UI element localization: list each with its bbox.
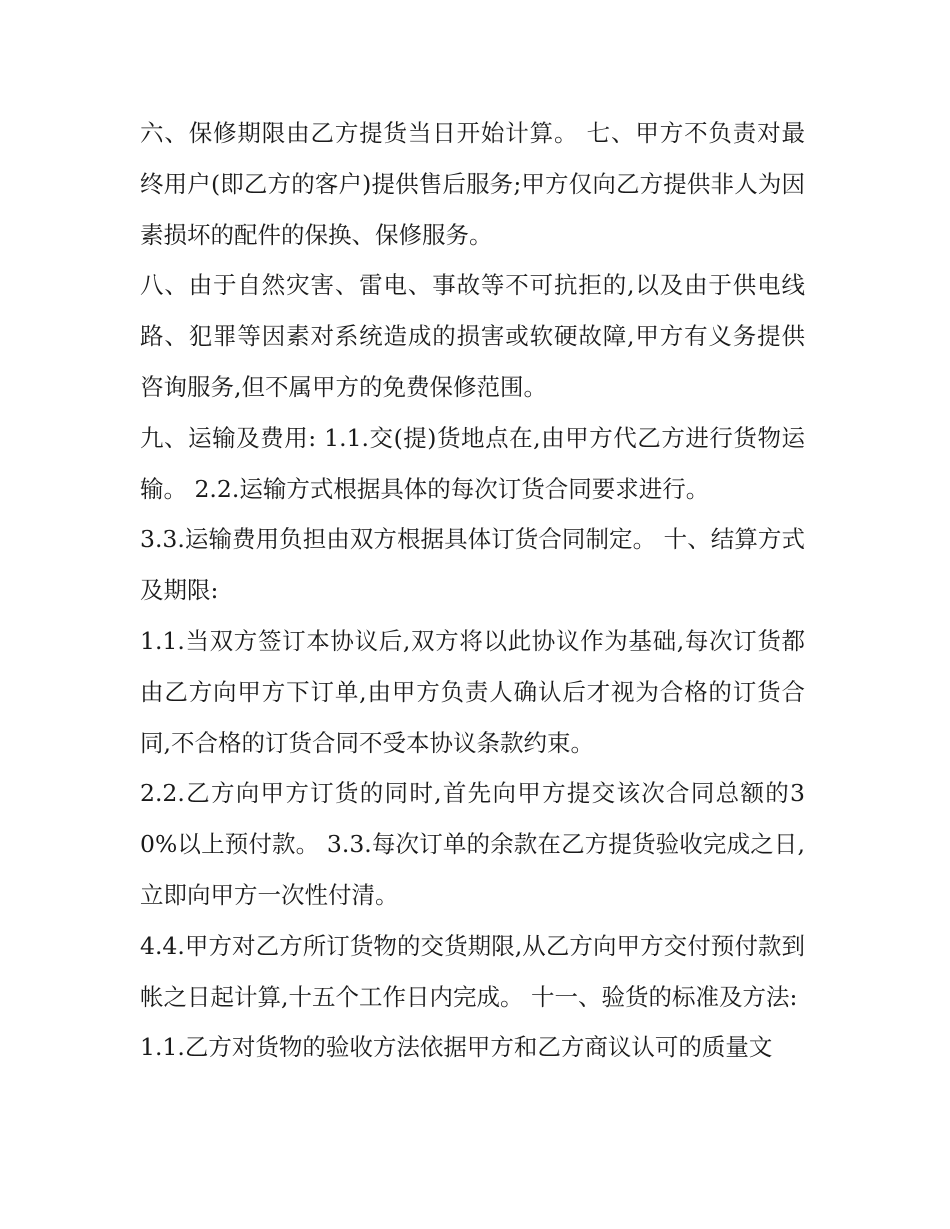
paragraph-force-majeure: 八、由于自然灾害、雷电、事故等不可抗拒的,以及由于供电线路、犯罪等因素对系统造成的损害或软硬故障,甲方有义务提供咨询服务,但不属甲方的免费保修范围。 [140,271,805,401]
paragraph-delivery-term: 4.4.甲方对乙方所订货物的交货期限,从乙方向甲方交付预付款到帐之日起计算,十五个工作日内完成。 十一、验货的标准及方法: [140,931,805,1011]
paragraph-order-procedure: 1.1.当双方签订本协议后,双方将以此协议作为基础,每次订货都由乙方向甲方下订单,由甲方负责人确认后才视为合格的订货合同,不合格的订货合同不受本协议条款约束。 [140,626,805,757]
paragraph-transport-and-fees: 九、运输及费用: 1.1.交(提)货地点在,由甲方代乙方进行货物运输。 2.2.运输方式根据具体的每次订货合同要求进行。 [140,423,805,503]
document-page [140,108,805,1073]
paragraph-prepayment: 2.2.乙方向甲方订货的同时,首先向甲方提交该次合同总额的30%以上预付款。 3.3.每次订单的余款在乙方提货验收完成之日,立即向甲方一次性付清。 [140,779,805,909]
paragraph-settlement-heading: 3.3.运输费用负担由双方根据具体订货合同制定。 十、结算方式及期限: [140,525,805,605]
paragraph-warranty-and-service: 六、保修期限由乙方提货当日开始计算。 七、甲方不负责对最终用户(即乙方的客户)提供售后服务;甲方仅向乙方提供非人为因素损坏的配件的保换、保修服务。 [140,119,805,249]
paragraph-inspection-method: 1.1.乙方对货物的验收方法依据甲方和乙方商议认可的质量文 [140,1033,773,1062]
